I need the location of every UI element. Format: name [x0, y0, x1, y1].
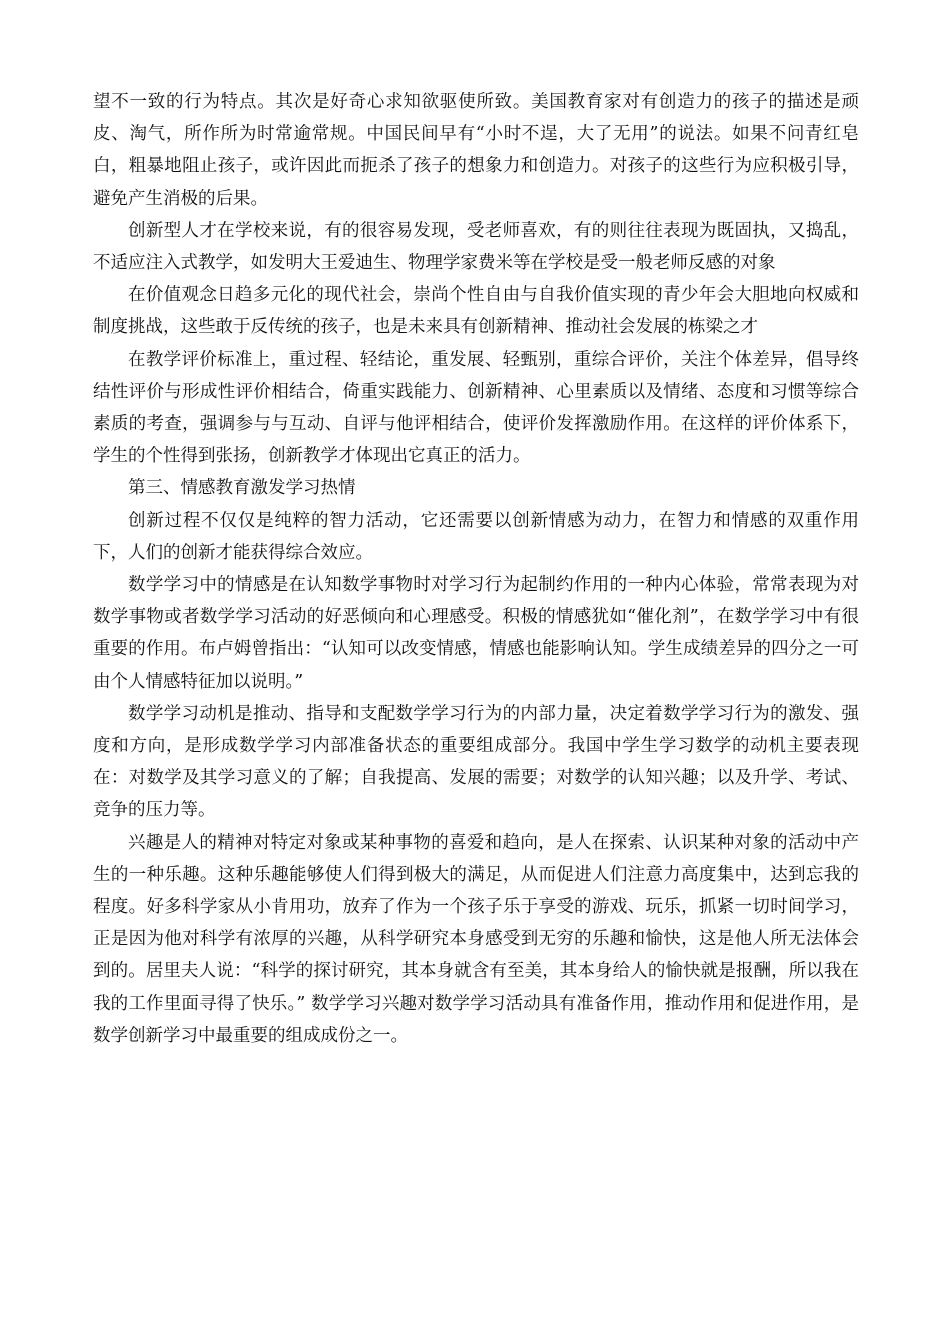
- paragraph-continuation: 望不一致的行为特点。其次是好奇心求知欲驱使所致。美国教育家对有创造力的孩子的描述是顽皮、淘气，所作所为时常逾常规。中国民间早有“小时不逞，大了无用”的说法。如果不问青红皂白，粗暴地阻止孩子，或许因此而扼杀了孩子的想象力和创造力。对孩子的这些行为应积极引导，避免产生消极的后果。: [93, 92, 859, 209]
- paragraph-math-emotion: 数学学习中的情感是在认知数学事物时对学习行为起制约作用的一种内心体验，常常表现为对数学事物或者数学学习活动的好恶倾向和心理感受。积极的情感犹如“催化剂”，在数学学习中有很重要的作用。布卢姆曾指出：“认知可以改变情感，情感也能影响认知。学生成绩差异的四分之一可由个人情感特征加以说明。”: [93, 575, 859, 692]
- paragraph-innovative-talent: 创新型人才在学校来说，有的很容易发现，受老师喜欢，有的则往往表现为既固执，又捣乱，不适应注入式教学，如发明大王爱迪生、物理学家费米等在学校是受一般老师反感的对象: [93, 220, 859, 274]
- paragraph-innovation-process: 创新过程不仅仅是纯粹的智力活动，它还需要以创新情感为动力，在智力和情感的双重作用下，人们的创新才能获得综合效应。: [93, 510, 859, 563]
- paragraph-interest: 兴趣是人的精神对特定对象或某种事物的喜爱和趋向，是人在探索、认识某种对象的活动中产生的一种乐趣。这种乐趣能够使人们得到极大的满足，从而促进人们注意力高度集中，达到忘我的程度。好多科学家从小肯用功，放弃了作为一个孩子乐于享受的游戏、玩乐，抓紧一切时间学习，正是因为他对科学有浓厚的兴趣，从科学研究本身感受到无穷的乐趣和愉快，这是他人所无法体会到的。居里夫人说：“科学的探讨研究，其本身就含有至美，其本身给人的愉快就是报酬，所以我在我的工作里面寻得了快乐。” 数学学习兴趣对数学学习活动具有准备作用，推动作用和促进作用，是数学创新学习中最重要的组成成份之一。: [93, 832, 859, 1046]
- paragraph-diverse-values: 在价值观念日趋多元化的现代社会，崇尚个性自由与自我价值实现的青少年会大胆地向权威和制度挑战，这些敢于反传统的孩子，也是未来具有创新精神、推动社会发展的栋梁之才: [93, 285, 859, 338]
- paragraph-evaluation-standards: 在教学评价标准上，重过程、轻结论，重发展、轻甄别，重综合评价，关注个体差异，倡导终结性评价与形成性评价相结合，倚重实践能力、创新精神、心里素质以及情绪、态度和习惯等综合素质的考查，强调参与与互动、自评与他评相结合，使评价发挥激励作用。在这样的评价体系下，学生的个性得到张扬，创新教学才体现出它真正的活力。: [93, 349, 859, 467]
- paragraph-math-motivation: 数学学习动机是推动、指导和支配数学学习行为的内部力量，决定着数学学习行为的激发、强度和方向，是形成数学学习内部准备状态的重要组成部分。我国中学生学习数学的动机主要表现在：对数学及其学习意义的了解；自我提高、发展的需要；对数学的认知兴趣；以及升学、考试、竞争的压力等。: [93, 703, 859, 821]
- document-page: [93, 86, 859, 1052]
- section-heading-emotional-education: 第三、情感教育激发学习热情: [128, 478, 356, 499]
